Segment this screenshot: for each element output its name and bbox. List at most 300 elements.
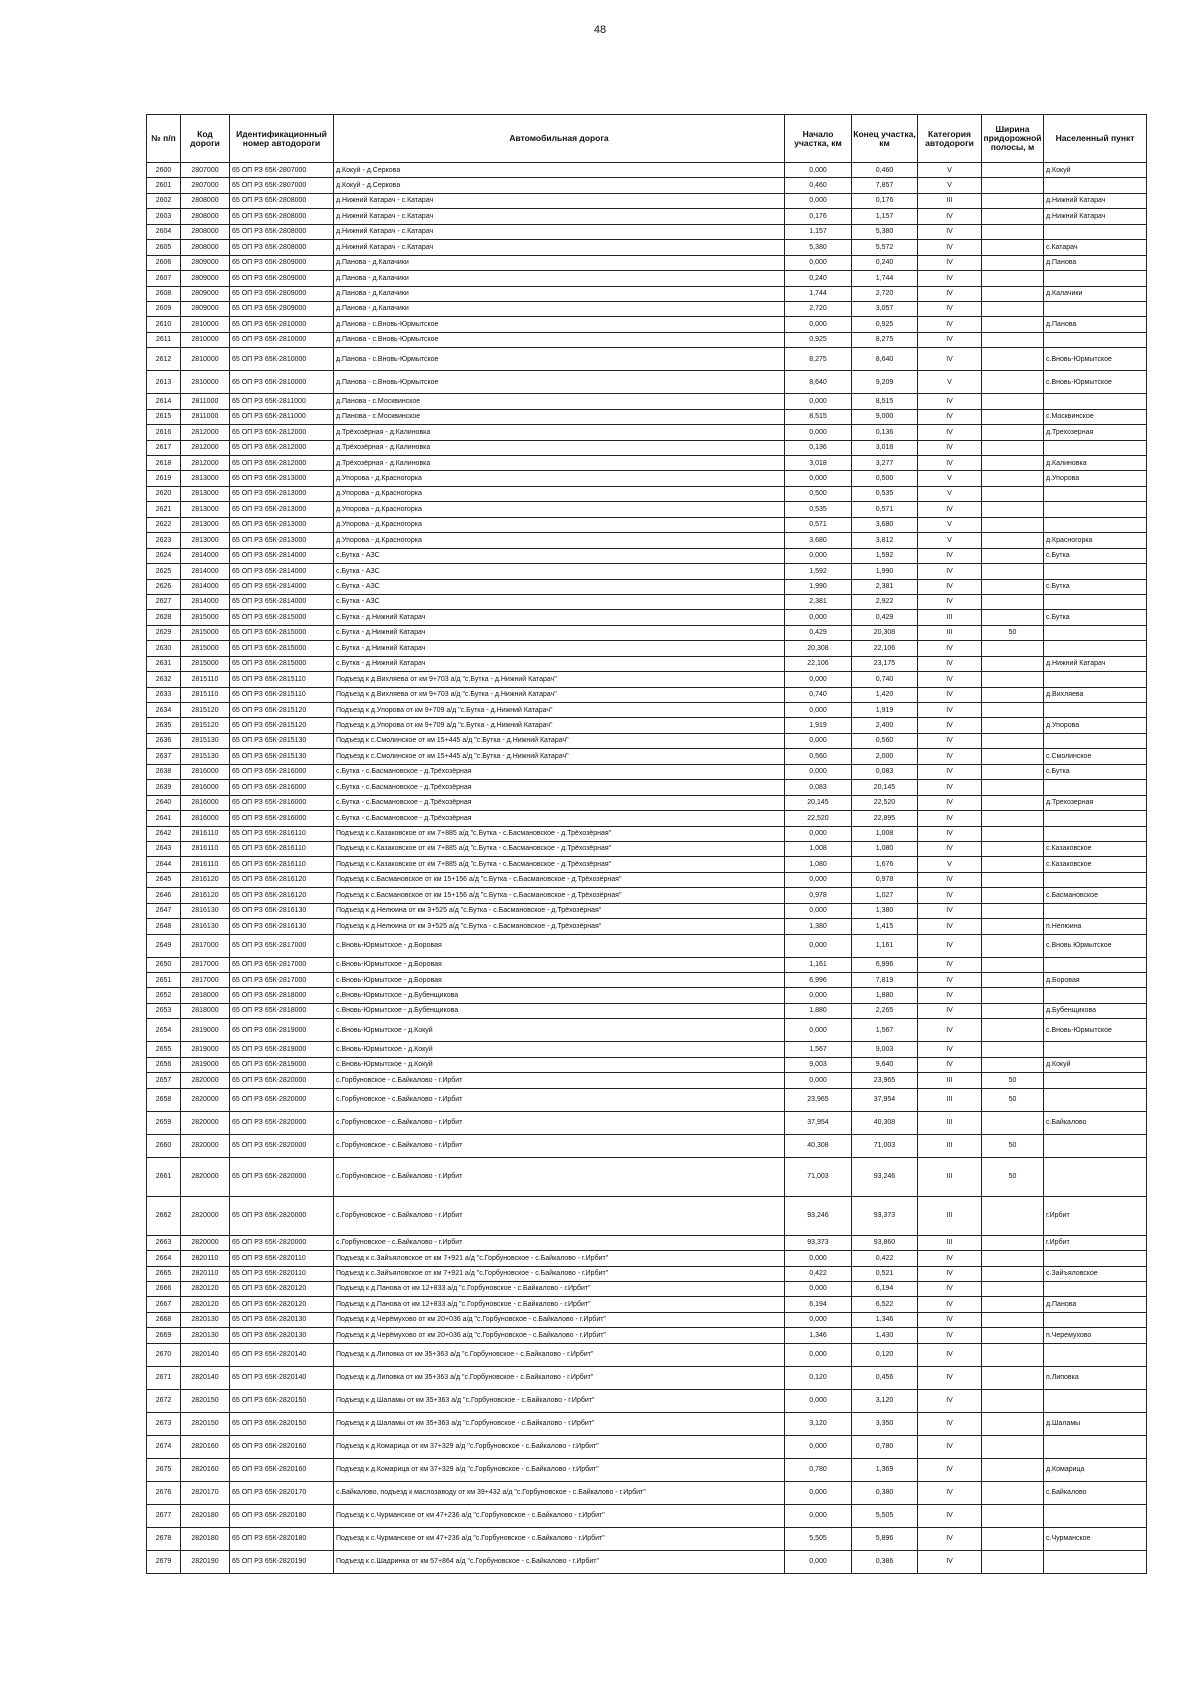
cell-start: 6,996 [785, 973, 852, 988]
table-row [147, 1435, 1147, 1458]
cell-category: IV [918, 594, 982, 609]
cell-code: 2820000 [181, 1073, 230, 1088]
cell-settlement: д.Трехозерная [1044, 795, 1147, 810]
cell-settlement: д.Нижний Катарач [1044, 209, 1147, 224]
cell-ident: 65 ОП РЗ 65К-2820150 [230, 1412, 334, 1435]
cell-start: 0,136 [785, 440, 852, 455]
cell-road: д.Кокуй - д.Серкова [334, 163, 785, 178]
cell-code: 2809000 [181, 301, 230, 316]
cell-settlement: с.Байкалово [1044, 1111, 1147, 1134]
cell-start: 93,246 [785, 1196, 852, 1235]
cell-ident: 65 ОП РЗ 65К-2817000 [230, 957, 334, 972]
cell-code: 2814000 [181, 548, 230, 563]
cell-width [982, 780, 1044, 795]
cell-start: 8,275 [785, 348, 852, 371]
cell-start: 20,308 [785, 641, 852, 656]
cell-num: 2660 [147, 1134, 181, 1157]
cell-road: с.Горбуновское - с.Байкалово - г.Ирбит [334, 1134, 785, 1157]
cell-road: с.Горбуновское - с.Байкалово - г.Ирбит [334, 1196, 785, 1235]
cell-code: 2819000 [181, 1019, 230, 1042]
cell-code: 2815130 [181, 733, 230, 748]
cell-end: 2,265 [852, 1003, 918, 1018]
cell-settlement [1044, 1435, 1147, 1458]
table-row [147, 919, 1147, 934]
cell-start: 37,954 [785, 1111, 852, 1134]
table-row [147, 286, 1147, 301]
cell-num: 2645 [147, 872, 181, 887]
cell-end: 0,176 [852, 193, 918, 208]
cell-ident: 65 ОП РЗ 65К-2815120 [230, 703, 334, 718]
cell-code: 2820130 [181, 1328, 230, 1343]
cell-end: 0,456 [852, 1366, 918, 1389]
cell-ident: 65 ОП РЗ 65К-2815130 [230, 733, 334, 748]
cell-road: с.Бутка - АЗС [334, 579, 785, 594]
cell-category: IV [918, 1312, 982, 1327]
cell-start: 0,000 [785, 193, 852, 208]
cell-num: 2659 [147, 1111, 181, 1134]
cell-ident: 65 ОП РЗ 65К-2814000 [230, 548, 334, 563]
cell-width [982, 178, 1044, 193]
cell-code: 2820180 [181, 1504, 230, 1527]
cell-road: д.Панова - с.Москвинское [334, 394, 785, 409]
cell-start: 0,000 [785, 471, 852, 486]
table-row [147, 625, 1147, 640]
cell-settlement: с.Бутка [1044, 610, 1147, 625]
cell-category: III [918, 1111, 982, 1134]
cell-code: 2820150 [181, 1389, 230, 1412]
cell-ident: 65 ОП РЗ 65К-2820000 [230, 1111, 334, 1134]
cell-start: 0,925 [785, 332, 852, 347]
cell-ident: 65 ОП РЗ 65К-2813000 [230, 486, 334, 501]
cell-ident: 65 ОП РЗ 65К-2816000 [230, 780, 334, 795]
table-row [147, 934, 1147, 957]
table-row [147, 1328, 1147, 1343]
cell-start: 1,080 [785, 857, 852, 872]
cell-road: д.Упорова - д.Красногорка [334, 533, 785, 548]
cell-category: IV [918, 1366, 982, 1389]
cell-code: 2816110 [181, 857, 230, 872]
cell-ident: 65 ОП РЗ 65К-2820120 [230, 1297, 334, 1312]
cell-settlement: д.Бубенщикова [1044, 1003, 1147, 1018]
cell-ident: 65 ОП РЗ 65К-2809000 [230, 271, 334, 286]
cell-ident: 65 ОП РЗ 65К-2820000 [230, 1235, 334, 1250]
table-row [147, 240, 1147, 255]
cell-category: IV [918, 1343, 982, 1366]
cell-settlement: д.Панова [1044, 1297, 1147, 1312]
cell-category: IV [918, 1003, 982, 1018]
cell-road: Подъезд к д.Вихляева от км 9+703 а/д "с.Бутка - д.Нижний Катарач" [334, 672, 785, 687]
cell-settlement: с.Бутка [1044, 764, 1147, 779]
cell-code: 2815130 [181, 749, 230, 764]
cell-num: 2601 [147, 178, 181, 193]
cell-width [982, 394, 1044, 409]
cell-num: 2610 [147, 317, 181, 332]
cell-num: 2673 [147, 1412, 181, 1435]
cell-end: 1,380 [852, 903, 918, 918]
cell-road: с.Вновь-Юрмытское - д.Боровая [334, 957, 785, 972]
cell-num: 2646 [147, 888, 181, 903]
cell-end: 22,106 [852, 641, 918, 656]
cell-end: 1,919 [852, 703, 918, 718]
cell-code: 2820000 [181, 1134, 230, 1157]
cell-end: 23,175 [852, 656, 918, 671]
table-row [147, 1458, 1147, 1481]
cell-code: 2820170 [181, 1481, 230, 1504]
cell-num: 2640 [147, 795, 181, 810]
table-header-row [147, 115, 1147, 163]
cell-num: 2638 [147, 764, 181, 779]
cell-ident: 65 ОП РЗ 65К-2820000 [230, 1196, 334, 1235]
cell-road: Подъезд к с.Смолинское от км 15+445 а/д "с.Бутка - д.Нижний Катарач" [334, 749, 785, 764]
cell-start: 0,000 [785, 1312, 852, 1327]
cell-width [982, 888, 1044, 903]
table-row [147, 502, 1147, 517]
cell-num: 2648 [147, 919, 181, 934]
cell-code: 2814000 [181, 564, 230, 579]
cell-num: 2630 [147, 641, 181, 656]
table-row [147, 409, 1147, 424]
cell-code: 2816000 [181, 795, 230, 810]
cell-code: 2813000 [181, 502, 230, 517]
cell-road: Подъезд к д.Липовка от км 35+363 а/д "с.Горбуновское - с.Байкалово - г.Ирбит" [334, 1366, 785, 1389]
cell-settlement [1044, 1134, 1147, 1157]
table-row [147, 594, 1147, 609]
cell-num: 2623 [147, 533, 181, 548]
cell-category: IV [918, 973, 982, 988]
cell-road: с.Бутка - д.Нижний Катарач [334, 610, 785, 625]
table-row [147, 988, 1147, 1003]
cell-settlement: д.Кокуй [1044, 163, 1147, 178]
cell-end: 93,246 [852, 1157, 918, 1196]
cell-settlement [1044, 703, 1147, 718]
cell-start: 1,161 [785, 957, 852, 972]
table-row [147, 533, 1147, 548]
cell-num: 2621 [147, 502, 181, 517]
table-row [147, 1134, 1147, 1157]
header-end: Конец участка, км [852, 115, 918, 163]
cell-category: III [918, 1134, 982, 1157]
cell-road: Подъезд к с.Басмановское от км 15+156 а/д "с.Бутка - с.Басмановское - д.Трёхозёрная" [334, 872, 785, 887]
table-row [147, 1412, 1147, 1435]
cell-code: 2815120 [181, 703, 230, 718]
cell-start: 0,429 [785, 625, 852, 640]
table-row [147, 193, 1147, 208]
cell-width [982, 733, 1044, 748]
cell-ident: 65 ОП РЗ 65К-2808000 [230, 193, 334, 208]
cell-settlement [1044, 826, 1147, 841]
cell-category: IV [918, 271, 982, 286]
table-row [147, 610, 1147, 625]
cell-settlement: с.Чурманское [1044, 1527, 1147, 1550]
cell-code: 2807000 [181, 178, 230, 193]
cell-end: 0,571 [852, 502, 918, 517]
cell-code: 2819000 [181, 1042, 230, 1057]
cell-end: 1,676 [852, 857, 918, 872]
cell-road: Подъезд к д.Шаламы от км 35+363 а/д "с.Горбуновское - с.Байкалово - г.Ирбит" [334, 1389, 785, 1412]
cell-num: 2618 [147, 456, 181, 471]
cell-ident: 65 ОП РЗ 65К-2820130 [230, 1328, 334, 1343]
cell-road: с.Бутка - д.Нижний Катарач [334, 641, 785, 656]
cell-num: 2626 [147, 579, 181, 594]
cell-ident: 65 ОП РЗ 65К-2810000 [230, 371, 334, 394]
table-row [147, 1003, 1147, 1018]
cell-settlement [1044, 1042, 1147, 1057]
table-row [147, 579, 1147, 594]
cell-ident: 65 ОП РЗ 65К-2815110 [230, 672, 334, 687]
cell-ident: 65 ОП РЗ 65К-2814000 [230, 594, 334, 609]
cell-code: 2810000 [181, 332, 230, 347]
cell-road: Подъезд к с.Шадринка от км 57+864 а/д "с.Горбуновское - с.Байкалово - г.Ирбит" [334, 1550, 785, 1573]
cell-code: 2807000 [181, 163, 230, 178]
cell-road: Подъезд к д.Нелюина от км 3+525 а/д "с.Бутка - с.Басмановское - д.Трёхозёрная" [334, 919, 785, 934]
header-category: Категория автодороги [918, 115, 982, 163]
cell-width [982, 301, 1044, 316]
cell-num: 2668 [147, 1312, 181, 1327]
cell-category: IV [918, 919, 982, 934]
cell-start: 0,000 [785, 733, 852, 748]
cell-road: д.Панова - д.Калачики [334, 255, 785, 270]
cell-road: с.Вновь-Юрмытское - д.Боровая [334, 973, 785, 988]
cell-code: 2817000 [181, 973, 230, 988]
cell-end: 40,308 [852, 1111, 918, 1134]
cell-start: 6,194 [785, 1297, 852, 1312]
cell-road: с.Бутка - д.Нижний Катарач [334, 656, 785, 671]
cell-end: 93,373 [852, 1196, 918, 1235]
cell-code: 2816130 [181, 919, 230, 934]
cell-road: Подъезд к д.Вихляева от км 9+703 а/д "с.Бутка - д.Нижний Катарач" [334, 687, 785, 702]
cell-category: IV [918, 780, 982, 795]
cell-width [982, 1312, 1044, 1327]
cell-ident: 65 ОП РЗ 65К-2808000 [230, 224, 334, 239]
cell-code: 2815000 [181, 656, 230, 671]
cell-start: 3,120 [785, 1412, 852, 1435]
cell-code: 2816120 [181, 888, 230, 903]
cell-start: 0,500 [785, 486, 852, 501]
cell-ident: 65 ОП РЗ 65К-2811000 [230, 409, 334, 424]
cell-end: 0,535 [852, 486, 918, 501]
cell-settlement [1044, 301, 1147, 316]
cell-settlement: с.Зайъяловское [1044, 1266, 1147, 1281]
cell-num: 2616 [147, 425, 181, 440]
table-row [147, 224, 1147, 239]
cell-end: 1,008 [852, 826, 918, 841]
cell-settlement [1044, 394, 1147, 409]
cell-num: 2622 [147, 517, 181, 532]
cell-ident: 65 ОП РЗ 65К-2818000 [230, 1003, 334, 1018]
cell-code: 2809000 [181, 271, 230, 286]
table-row [147, 1281, 1147, 1296]
cell-code: 2813000 [181, 486, 230, 501]
cell-settlement: с.Москвинское [1044, 409, 1147, 424]
cell-code: 2820000 [181, 1235, 230, 1250]
cell-settlement [1044, 1157, 1147, 1196]
cell-settlement [1044, 502, 1147, 517]
cell-width [982, 1251, 1044, 1266]
table-row [147, 703, 1147, 718]
cell-width [982, 1343, 1044, 1366]
cell-road: д.Панова - с.Вновь-Юрмытское [334, 317, 785, 332]
cell-category: IV [918, 811, 982, 826]
cell-settlement [1044, 1073, 1147, 1088]
cell-start: 0,000 [785, 1281, 852, 1296]
cell-start: 8,640 [785, 371, 852, 394]
cell-category: IV [918, 209, 982, 224]
table-row [147, 1111, 1147, 1134]
cell-settlement [1044, 1251, 1147, 1266]
cell-settlement: с.Смолинское [1044, 749, 1147, 764]
cell-start: 1,592 [785, 564, 852, 579]
cell-code: 2815110 [181, 687, 230, 702]
cell-width [982, 1412, 1044, 1435]
cell-code: 2817000 [181, 957, 230, 972]
cell-ident: 65 ОП РЗ 65К-2812000 [230, 425, 334, 440]
cell-start: 0,000 [785, 1481, 852, 1504]
cell-num: 2678 [147, 1527, 181, 1550]
cell-code: 2816000 [181, 764, 230, 779]
cell-end: 1,369 [852, 1458, 918, 1481]
cell-ident: 65 ОП РЗ 65К-2813000 [230, 471, 334, 486]
cell-road: д.Упорова - д.Красногорка [334, 471, 785, 486]
cell-num: 2647 [147, 903, 181, 918]
cell-ident: 65 ОП РЗ 65К-2813000 [230, 533, 334, 548]
cell-road: д.Панова - с.Вновь-Юрмытское [334, 348, 785, 371]
cell-end: 37,954 [852, 1088, 918, 1111]
cell-width: 50 [982, 1088, 1044, 1111]
cell-ident: 65 ОП РЗ 65К-2807000 [230, 178, 334, 193]
cell-end: 0,429 [852, 610, 918, 625]
table-row [147, 857, 1147, 872]
cell-end: 0,521 [852, 1266, 918, 1281]
cell-end: 9,000 [852, 409, 918, 424]
cell-num: 2650 [147, 957, 181, 972]
cell-num: 2631 [147, 656, 181, 671]
cell-ident: 65 ОП РЗ 65К-2816120 [230, 888, 334, 903]
cell-settlement [1044, 957, 1147, 972]
cell-end: 0,240 [852, 255, 918, 270]
cell-width [982, 795, 1044, 810]
cell-end: 9,640 [852, 1057, 918, 1072]
cell-start: 40,308 [785, 1134, 852, 1157]
cell-start: 0,120 [785, 1366, 852, 1389]
cell-end: 3,680 [852, 517, 918, 532]
cell-road: с.Вновь-Юрмытское - д.Боровая [334, 934, 785, 957]
cell-width [982, 548, 1044, 563]
cell-code: 2820000 [181, 1088, 230, 1111]
cell-width [982, 440, 1044, 455]
cell-category: IV [918, 1266, 982, 1281]
table-row [147, 1235, 1147, 1250]
cell-category: III [918, 625, 982, 640]
cell-code: 2816000 [181, 811, 230, 826]
cell-code: 2820150 [181, 1412, 230, 1435]
cell-num: 2672 [147, 1389, 181, 1412]
cell-code: 2819000 [181, 1057, 230, 1072]
cell-category: IV [918, 1281, 982, 1296]
cell-start: 1,990 [785, 579, 852, 594]
cell-start: 0,560 [785, 749, 852, 764]
cell-code: 2820190 [181, 1550, 230, 1573]
cell-end: 1,420 [852, 687, 918, 702]
table-row [147, 672, 1147, 687]
cell-width [982, 317, 1044, 332]
cell-settlement [1044, 517, 1147, 532]
cell-road: с.Горбуновское - с.Байкалово - г.Ирбит [334, 1073, 785, 1088]
cell-road: д.Трёхозёрная - д.Калиновка [334, 425, 785, 440]
cell-category: IV [918, 957, 982, 972]
cell-code: 2815120 [181, 718, 230, 733]
cell-num: 2632 [147, 672, 181, 687]
cell-settlement: д.Упорова [1044, 718, 1147, 733]
cell-code: 2820160 [181, 1435, 230, 1458]
cell-category: IV [918, 1504, 982, 1527]
cell-width [982, 1281, 1044, 1296]
cell-ident: 65 ОП РЗ 65К-2815000 [230, 656, 334, 671]
table-row [147, 456, 1147, 471]
cell-end: 0,560 [852, 733, 918, 748]
cell-width: 50 [982, 1134, 1044, 1157]
cell-settlement [1044, 440, 1147, 455]
cell-start: 1,744 [785, 286, 852, 301]
cell-start: 9,003 [785, 1057, 852, 1072]
table-row [147, 1266, 1147, 1281]
cell-code: 2820130 [181, 1312, 230, 1327]
cell-start: 0,000 [785, 1435, 852, 1458]
cell-width [982, 826, 1044, 841]
cell-end: 5,505 [852, 1504, 918, 1527]
cell-end: 1,567 [852, 1019, 918, 1042]
cell-num: 2627 [147, 594, 181, 609]
cell-end: 7,857 [852, 178, 918, 193]
cell-ident: 65 ОП РЗ 65К-2820000 [230, 1157, 334, 1196]
cell-category: IV [918, 903, 982, 918]
cell-road: Подъезд к с.Казаковское от км 7+885 а/д "с.Бутка - с.Басмановское - д.Трёхозёрная" [334, 841, 785, 856]
cell-end: 1,027 [852, 888, 918, 903]
cell-ident: 65 ОП РЗ 65К-2815110 [230, 687, 334, 702]
table-row [147, 1157, 1147, 1196]
cell-num: 2670 [147, 1343, 181, 1366]
cell-ident: 65 ОП РЗ 65К-2814000 [230, 579, 334, 594]
cell-category: IV [918, 579, 982, 594]
cell-settlement: с.Вновь Юрмытское [1044, 934, 1147, 957]
cell-width [982, 934, 1044, 957]
cell-road: Подъезд к д.Шаламы от км 35+363 а/д "с.Горбуновское - с.Байкалово - г.Ирбит" [334, 1412, 785, 1435]
cell-num: 2629 [147, 625, 181, 640]
cell-road: д.Трёхозёрная - д.Калиновка [334, 440, 785, 455]
cell-road: с.Бутка - АЗС [334, 564, 785, 579]
cell-start: 0,000 [785, 1251, 852, 1266]
cell-width [982, 1003, 1044, 1018]
cell-category: III [918, 1235, 982, 1250]
cell-road: Подъезд к д.Упорова от км 9+709 а/д "с.Бутка - д.Нижний Катарач" [334, 718, 785, 733]
cell-road: Подъезд к с.Смолинское от км 15+445 а/д "с.Бутка - д.Нижний Катарач" [334, 733, 785, 748]
table-row [147, 1527, 1147, 1550]
cell-width [982, 1550, 1044, 1573]
cell-width: 50 [982, 1073, 1044, 1088]
cell-start: 0,740 [785, 687, 852, 702]
cell-code: 2813000 [181, 533, 230, 548]
cell-num: 2604 [147, 224, 181, 239]
cell-category: IV [918, 934, 982, 957]
cell-ident: 65 ОП РЗ 65К-2820150 [230, 1389, 334, 1412]
cell-start: 0,000 [785, 872, 852, 887]
cell-end: 8,515 [852, 394, 918, 409]
cell-start: 0,000 [785, 1550, 852, 1573]
cell-end: 20,145 [852, 780, 918, 795]
cell-ident: 65 ОП РЗ 65К-2817000 [230, 973, 334, 988]
cell-start: 0,000 [785, 425, 852, 440]
cell-settlement [1044, 1550, 1147, 1573]
cell-end: 2,000 [852, 749, 918, 764]
